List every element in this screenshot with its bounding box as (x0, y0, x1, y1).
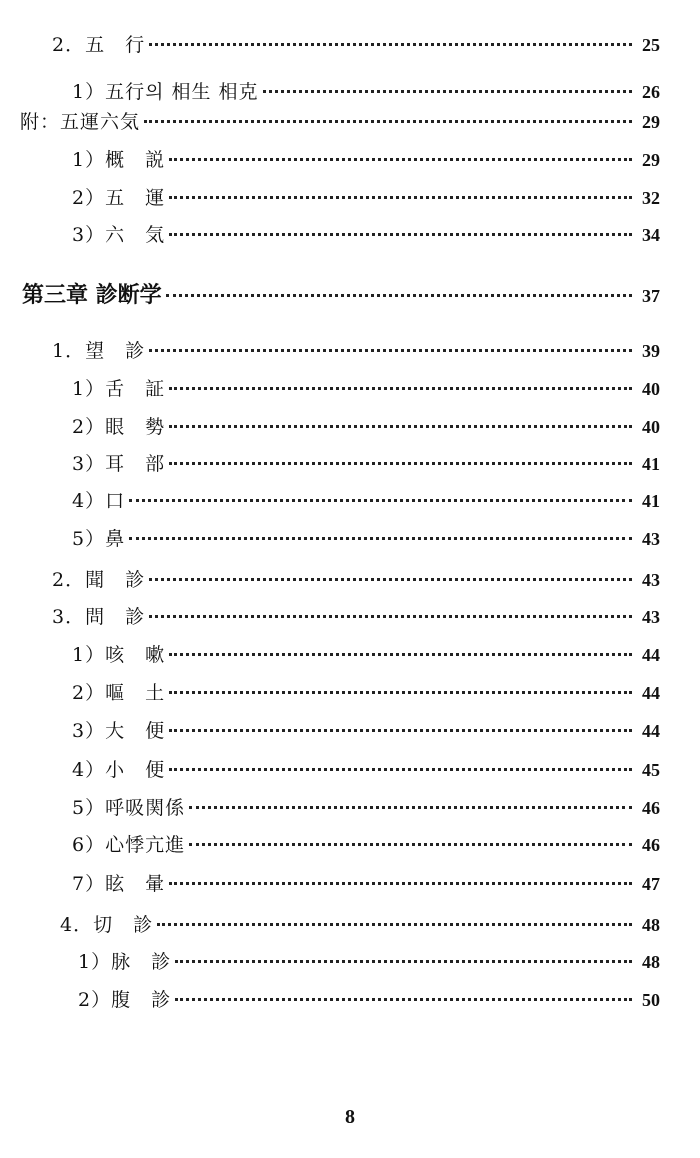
toc-entry-title: 4．切 診 (60, 914, 154, 936)
toc-entry-page-number: 39 (642, 341, 660, 361)
dot-leader (169, 425, 632, 428)
toc-entry-title: 1）咳 嗽 (72, 644, 166, 666)
toc-entry-title: 4）小 便 (72, 759, 166, 781)
toc-chapter-heading (22, 280, 660, 310)
toc-entry-title: 第三章 診断学 (22, 282, 162, 308)
toc-entry-page-number: 29 (642, 150, 660, 170)
toc-entry-title: 1）概 説 (72, 149, 166, 171)
dot-leader (144, 120, 632, 123)
toc-entry-page-number: 41 (642, 454, 660, 474)
dot-leader (169, 196, 632, 199)
toc-entry (72, 640, 660, 670)
toc-entry (78, 985, 660, 1015)
toc-entry (78, 947, 660, 977)
dot-leader (169, 653, 632, 656)
toc-entry-page-number: 45 (642, 760, 660, 780)
toc-entry-page-number: 34 (642, 225, 660, 245)
toc-entry (20, 107, 660, 137)
toc-entry-page-number: 40 (642, 417, 660, 437)
toc-entry-title: 附：五運六気 (20, 111, 141, 133)
toc-entry (72, 830, 660, 860)
dot-leader (175, 998, 632, 1001)
dot-leader (129, 537, 632, 540)
toc-entry-page-number: 48 (642, 915, 660, 935)
toc-entry (72, 869, 660, 899)
toc-entry-page-number: 44 (642, 683, 660, 703)
dot-leader (129, 499, 632, 502)
toc-entry-title: 4）口 (72, 490, 126, 512)
toc-entry-page-number: 46 (642, 835, 660, 855)
dot-leader (263, 90, 632, 93)
toc-entry (72, 678, 660, 708)
toc-entry-title: 2）腹 診 (78, 989, 172, 1011)
toc-entry-page-number: 48 (642, 952, 660, 972)
toc-entry-title: 2）嘔 土 (72, 682, 166, 704)
toc-entry-title: 5）鼻 (72, 528, 126, 550)
dot-leader (157, 923, 632, 926)
toc-entry (72, 374, 660, 404)
toc-entry (52, 30, 660, 60)
toc-entry-page-number: 43 (642, 607, 660, 627)
dot-leader (169, 768, 632, 771)
toc-entry-page-number: 41 (642, 491, 660, 511)
dot-leader (175, 960, 632, 963)
dot-leader (189, 843, 632, 846)
toc-entry (52, 602, 660, 632)
dot-leader (169, 691, 632, 694)
toc-entry-page-number: 44 (642, 645, 660, 665)
toc-entry-title: 5）呼吸関係 (72, 797, 186, 819)
toc-entry-page-number: 29 (642, 112, 660, 132)
dot-leader (169, 233, 632, 236)
dot-leader (166, 294, 632, 297)
toc-entry (52, 565, 660, 595)
toc-entry (52, 336, 660, 366)
toc-entry-title: 3）大 便 (72, 720, 166, 742)
toc-entry-page-number: 40 (642, 379, 660, 399)
toc-entry-page-number: 50 (642, 990, 660, 1010)
page-number: 8 (345, 1106, 355, 1128)
dot-leader (149, 578, 632, 581)
toc-entry-title: 1．望 診 (52, 340, 146, 362)
toc-entry-page-number: 43 (642, 529, 660, 549)
dot-leader (189, 806, 632, 809)
toc-entry-page-number: 32 (642, 188, 660, 208)
dot-leader (169, 462, 632, 465)
toc-entry-title: 1）舌 証 (72, 378, 166, 400)
toc-entry-title: 3．問 診 (52, 606, 146, 628)
dot-leader (149, 349, 632, 352)
dot-leader (169, 158, 632, 161)
toc-entry-page-number: 47 (642, 874, 660, 894)
toc-entry-page-number: 46 (642, 798, 660, 818)
toc-entry-title: 3）六 気 (72, 224, 166, 246)
toc-entry (72, 486, 660, 516)
dot-leader (169, 387, 632, 390)
toc-entry-title: 2．聞 診 (52, 569, 146, 591)
toc-entry-title: 2）五 運 (72, 187, 166, 209)
toc-entry (72, 755, 660, 785)
toc-entry-page-number: 26 (642, 82, 660, 102)
toc-entry (72, 524, 660, 554)
dot-leader (149, 615, 632, 618)
toc-entry (72, 449, 660, 479)
dot-leader (149, 43, 632, 46)
dot-leader (169, 729, 632, 732)
toc-entry-page-number: 25 (642, 35, 660, 55)
toc-entry (72, 77, 660, 107)
toc-entry-title: 1）脉 診 (78, 951, 172, 973)
toc-entry-page-number: 44 (642, 721, 660, 741)
toc-entry-title: 2．五 行 (52, 34, 146, 56)
toc-entry-title: 3）耳 部 (72, 453, 166, 475)
dot-leader (169, 882, 632, 885)
toc-entry-page-number: 37 (642, 286, 660, 306)
toc-entry (60, 910, 660, 940)
toc-entry (72, 793, 660, 823)
toc-entry (72, 412, 660, 442)
toc-entry (72, 220, 660, 250)
toc-entry-title: 2）眼 勢 (72, 416, 166, 438)
toc-entry-title: 6）心悸亢進 (72, 834, 186, 856)
toc-entry-title: 7）眩 暈 (72, 873, 166, 895)
toc-entry-page-number: 43 (642, 570, 660, 590)
toc-entry-title: 1）五行의 相生 相克 (72, 81, 259, 103)
toc-entry (72, 183, 660, 213)
toc-entry (72, 716, 660, 746)
toc-entry (72, 145, 660, 175)
